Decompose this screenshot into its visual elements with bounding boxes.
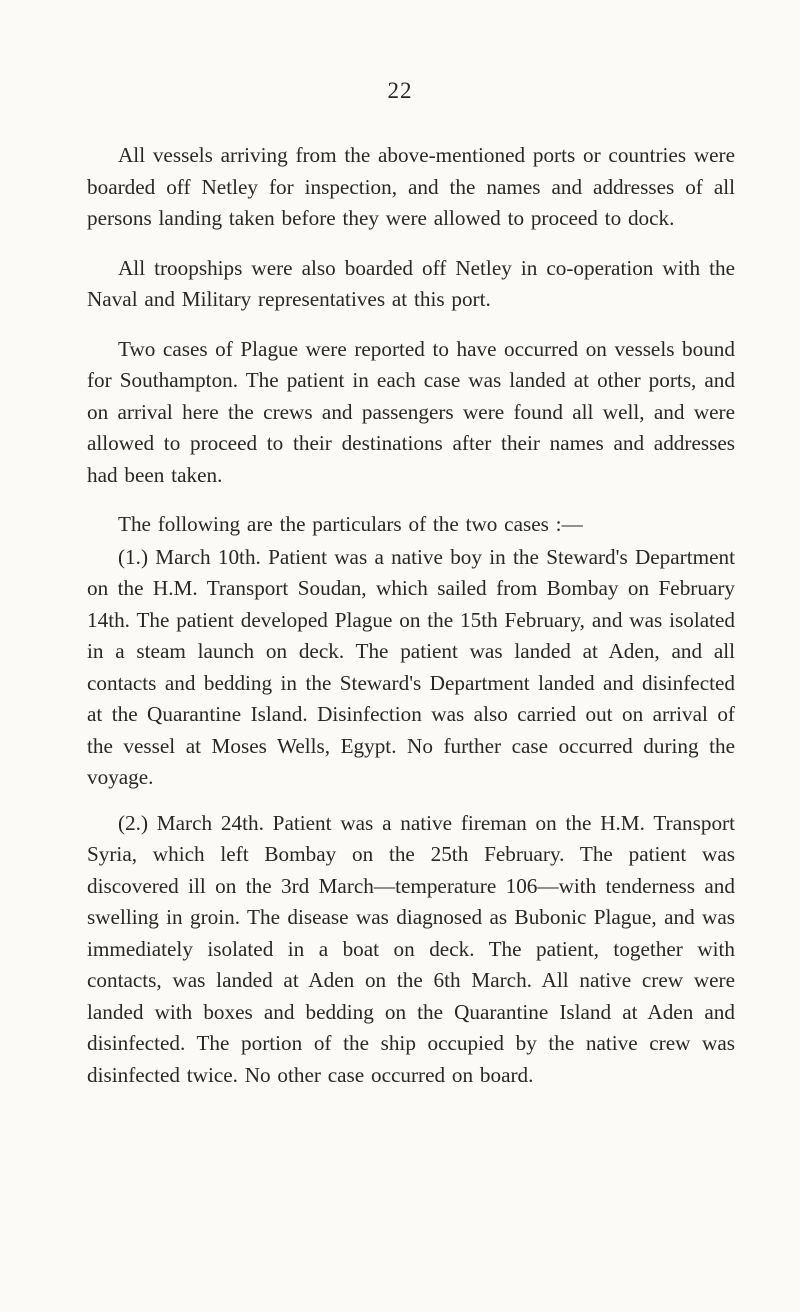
paragraph-case-2: (2.) March 24th. Patient was a native fireman on the H.M. Transport Syria, which left Bombay on the 25th February. The patient was discovered ill on the 3rd March—temperature 106—with tenderness and swelling in groin. The disease was diagnosed as Bubonic Plague, and was immediately isolated in a boat on deck. The patient, together with contacts, was landed at Aden on the 6th March. All native crew were landed with boxes and bedding on the Quarantine Island at Aden and disinfected. The portion of the ship occupied by the native crew was disinfected twice. No other case occurred on board. — [87, 810, 735, 1087]
page-number: 22 — [387, 78, 413, 103]
paragraph-particulars-intro: The following are the particulars of the two cases :— — [118, 512, 583, 536]
body-text — [87, 140, 735, 1091]
paragraph-case-1: (1.) March 10th. Patient was a native boy in the Steward's Department on the H.M. Transport Soudan, which sailed from Bombay on February 14th. The patient developed Plague on the 15th February, and was isolated in a steam launch on deck. The patient was landed at Aden, and all contacts and bedding in the Steward's Department landed and disinfected at the Quarantine Island. Disinfection was also carried out on arrival of the vessel at Moses Wells, Egypt. No further case occurred during the voyage. — [87, 544, 735, 789]
paragraph-vessels-boarded: All vessels arriving from the above-mentioned ports or countries were boarded off Netley for inspection, and the names and addresses of all persons landing taken before they were allowed to proceed to dock. — [87, 143, 735, 230]
paragraph-troopships: All troopships were also boarded off Netley in co-operation with the Naval and Military representatives at this port. — [87, 255, 735, 311]
paragraph-plague-cases: Two cases of Plague were reported to have occurred on vessels bound for Southampton. The patient in each case was landed at other ports, and on arrival here the crews and passengers were found all well, and were allowed to proceed to their destinations after their names and addresses had been taken. — [87, 336, 735, 487]
